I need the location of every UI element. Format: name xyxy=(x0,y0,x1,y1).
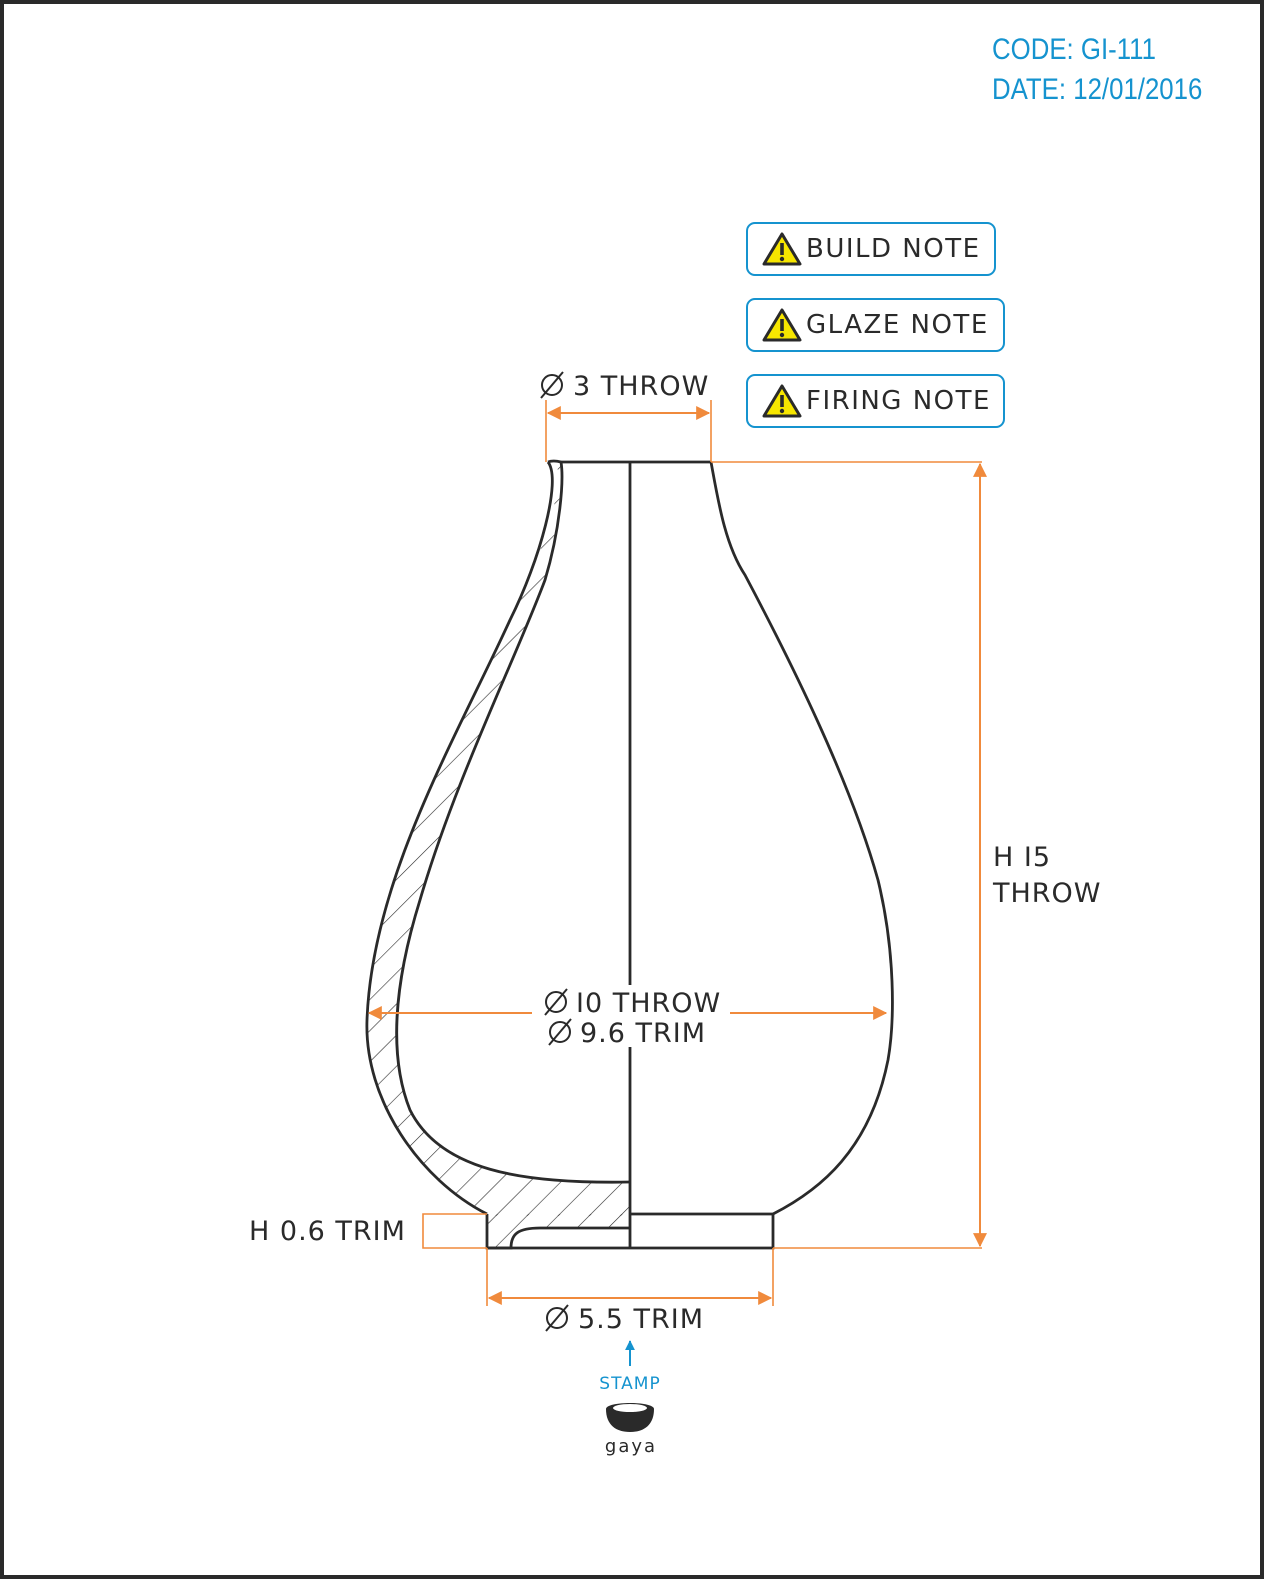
top-diameter-text: 3 THROW xyxy=(573,371,710,402)
gaya-logo-icon xyxy=(605,1403,657,1457)
foot-diameter-label xyxy=(546,1304,704,1335)
belly-throw-text: I0 THROW xyxy=(576,988,722,1019)
glaze-note-label: GLAZE NOTE xyxy=(806,310,989,340)
height-text: H I5 xyxy=(993,842,1052,873)
stamp-label: STAMP xyxy=(599,1374,661,1394)
foot-left-hatch xyxy=(487,1214,630,1248)
date-label: DATE: 12/01/2016 xyxy=(992,73,1203,106)
foot-diameter-text: 5.5 TRIM xyxy=(578,1304,705,1335)
foot-height-bracket xyxy=(423,1214,487,1248)
firing-note-label: FIRING NOTE xyxy=(806,386,991,416)
foot-height-text: H 0.6 TRIM xyxy=(249,1216,406,1247)
build-note-label: BUILD NOTE xyxy=(806,234,981,264)
vase-outer-right xyxy=(711,462,892,1214)
stamp-logo-text: gaya xyxy=(604,1436,658,1457)
belly-trim-text: 9.6 TRIM xyxy=(580,1018,707,1049)
top-diameter-label xyxy=(541,371,709,402)
height-text-sub: THROW xyxy=(993,878,1102,909)
vase-lip-left xyxy=(548,461,561,462)
code-label: CODE: GI-111 xyxy=(992,33,1156,66)
